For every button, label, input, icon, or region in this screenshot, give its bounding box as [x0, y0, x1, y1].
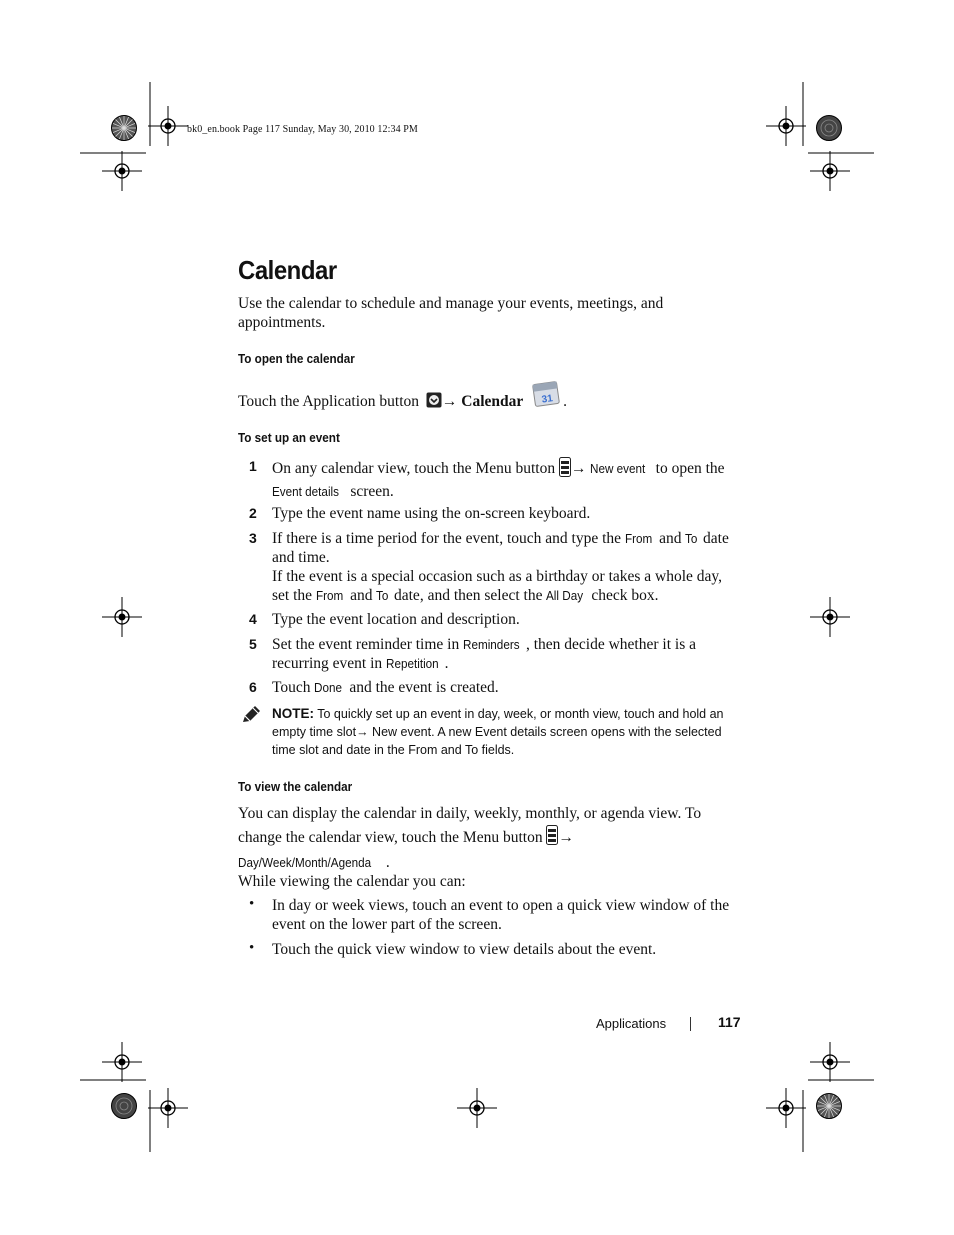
step-5-text: Set the event reminder time in Reminders , then decide whether it is a recurring event in Repetition .: [272, 636, 696, 672]
step-2-text: Type the event name using the on-screen keyboard.: [272, 505, 591, 522]
reminders-label: Reminders: [463, 637, 520, 652]
note-pencil-icon: [240, 705, 262, 730]
menu-button-icon: [559, 457, 571, 482]
while-viewing-paragraph: While viewing the calendar you can:: [238, 873, 466, 890]
view-modes-label: Day/Week/Month/Agenda: [238, 855, 372, 870]
note-new-event: New event: [368, 725, 432, 739]
step-3-text: If there is a time period for the event, touch and type the From and To date and time. If the event is a special occasion such as a birthday or takes a whole day, set the From and To date, and then select the All Day check box.: [272, 530, 729, 604]
step-number: 3: [249, 530, 257, 546]
done-label: Done: [314, 680, 343, 695]
view-calendar-heading: To view the calendar: [238, 779, 353, 794]
note-to: To: [464, 743, 479, 757]
step-1-c: to open the: [651, 460, 725, 478]
application-button-icon: [426, 392, 442, 413]
bullet-item-1: In day or week views, touch an event to open a quick view window of the event on the lower part of the screen.: [272, 897, 730, 933]
calendar-app-icon: [531, 379, 563, 414]
open-calendar-heading: To open the calendar: [238, 351, 355, 366]
bullet-item-2: Touch the quick view window to view details about the event.: [272, 941, 657, 958]
calendar-icon-day: 31: [541, 393, 554, 406]
note-from: From: [408, 743, 438, 757]
from-label: From: [315, 588, 344, 603]
step-1-text: On any calendar view, touch the Menu button → New event to open the Event details screen.: [272, 457, 742, 501]
step-number: 4: [249, 611, 257, 627]
view-paragraph: You can display the calendar in daily, weekly, monthly, or agenda view. To change the calendar view, touch the Menu button → Day/Week/Month/Agenda .: [238, 803, 718, 874]
step-1-event-details: Event details: [272, 484, 339, 499]
footer-section-name: Applications: [596, 1016, 667, 1031]
footer-divider: [690, 1017, 691, 1031]
repetition-label: Repetition: [386, 656, 439, 671]
open-text-prefix: Touch the Application button: [238, 393, 420, 411]
menu-button-icon: [546, 825, 558, 852]
page-number: 117: [718, 1014, 741, 1030]
step-1-new-event: New event: [590, 461, 646, 477]
step-6-text: Touch Done and the event is created.: [272, 679, 499, 696]
open-arrow: →: [441, 393, 458, 411]
step-4-text: Type the event location and description.: [272, 611, 520, 628]
note-text: NOTE: To quickly set up an event in day, week, or month view, touch and hold an empty time slot→ New event. A new Event details screen opens with the selected time slot and date in the From and To fields.: [272, 706, 724, 757]
step-number: 6: [249, 679, 257, 695]
step-number: 5: [249, 636, 257, 652]
page-title: Calendar: [238, 255, 337, 285]
open-calendar-instruction: [238, 385, 567, 420]
calendar-target: Calendar: [461, 393, 524, 411]
step-number: 1: [249, 458, 257, 474]
step-number: 2: [249, 505, 257, 521]
note-event-details: Event details: [474, 725, 547, 739]
bullet-marker: •: [249, 896, 255, 912]
from-label: From: [624, 531, 653, 546]
to-label: To: [376, 588, 389, 603]
setup-event-heading: To set up an event: [238, 430, 340, 445]
step-1-e: screen.: [346, 483, 394, 500]
intro-paragraph: Use the calendar to schedule and manage your events, meetings, and appointments.: [238, 295, 664, 331]
step-1-a: On any calendar view, touch the Menu button: [272, 460, 556, 478]
bullet-marker: •: [249, 940, 255, 956]
open-suffix: .: [563, 393, 568, 411]
to-label: To: [685, 531, 698, 546]
note-label: NOTE:: [272, 706, 314, 721]
print-header: bk0_en.book Page 117 Sunday, May 30, 2010 12:34 PM: [187, 124, 418, 135]
all-day-label: All Day: [546, 588, 584, 603]
